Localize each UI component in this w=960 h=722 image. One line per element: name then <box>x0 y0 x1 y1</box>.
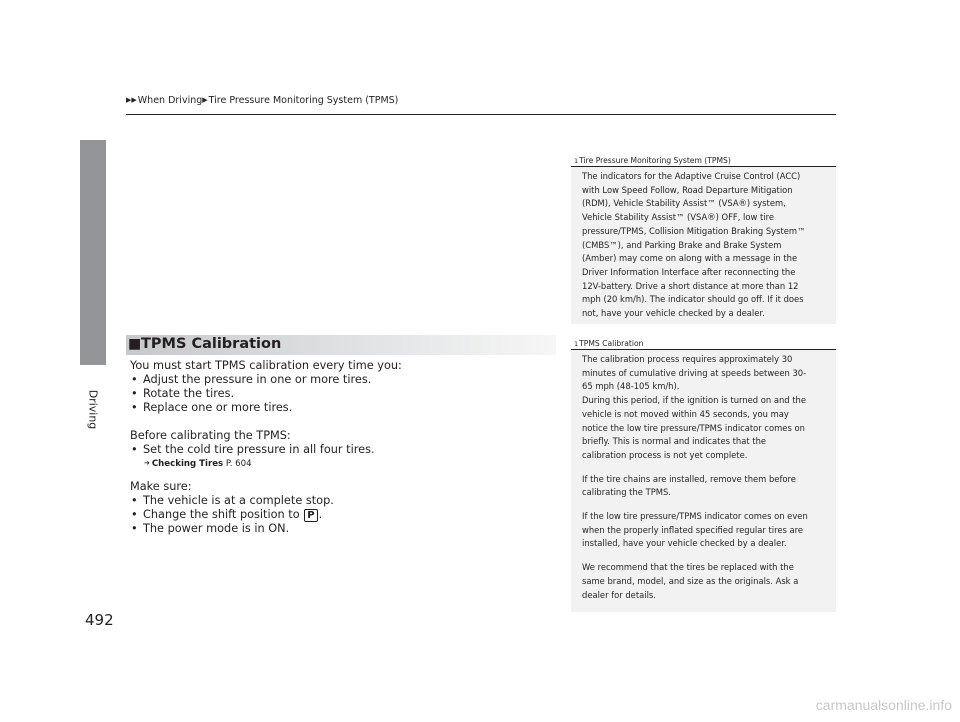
note-marker-icon: 1 <box>574 340 579 348</box>
reference-arrow-icon: ➔ <box>144 459 150 467</box>
chapter-label: Driving <box>86 389 100 429</box>
bullet-icon: • <box>131 508 138 521</box>
note-marker-icon: 1 <box>574 157 579 165</box>
intro-text: You must start TPMS calibration every time you: <box>130 359 402 372</box>
note-paragraph: The indicators for the Adaptive Cruise Control (ACC) with Low Speed Follow, Road Departure Mitigation (RDM), Vehicle Stability Assist™ (VSA®) system, Vehicle Stability Assist™ (VSA®) OFF, low tire pressure/TPMS, Collision Mitigation Braking System™ (CMBS™), and Parking Brake and Brake System (Amber) may come on along with a message in the Driver Information Interface after reconnecting the 12V-battery. Drive a short distance at more than 12 mph (20 km/h). The indicator should go off. If it does not, have your vehicle checked by a dealer. <box>582 171 806 319</box>
note-paragraph: If the low tire pressure/TPMS indicator comes on even when the properly inflated specified regular tires are installed, have your vehicle checked by a dealer. <box>582 511 808 549</box>
before-heading: Before calibrating the TPMS: <box>130 429 291 442</box>
make-sure-heading: Make sure: <box>130 480 192 493</box>
bullet-icon: • <box>131 443 138 456</box>
note-title: 1TPMS Calibration <box>571 339 836 349</box>
list-item: • The vehicle is at a complete stop. <box>131 494 334 507</box>
side-note-calibration <box>571 339 836 612</box>
section-title: TPMS Calibration <box>141 336 282 352</box>
breadcrumb-arrow-icon: ▶▶ <box>126 96 137 104</box>
breadcrumb-item[interactable]: Tire Pressure Monitoring System (TPMS) <box>208 95 399 106</box>
header-divider <box>126 114 836 115</box>
bullet-icon: • <box>131 373 138 386</box>
section-heading-bar <box>126 335 556 355</box>
watermark: carmanualsonline.info <box>815 697 952 713</box>
note-paragraph: We recommend that the tires be replaced with the same brand, model, and size as the originals. Ask a dealer for details. <box>582 562 799 600</box>
list-item: • Adjust the pressure in one or more tires. <box>131 373 372 386</box>
cross-reference-link[interactable] <box>130 457 550 471</box>
bullet-icon: • <box>131 387 138 400</box>
breadcrumb-arrow-icon: ▶ <box>202 96 208 104</box>
section-body <box>130 359 550 536</box>
chapter-side-tab <box>80 140 106 365</box>
breadcrumb-item[interactable]: When Driving <box>137 95 203 106</box>
bullet-icon: • <box>131 494 138 507</box>
breadcrumb <box>126 95 398 106</box>
side-note-tpms <box>571 156 836 324</box>
bullet-icon: • <box>131 401 138 414</box>
list-item: • The power mode is in ON. <box>131 522 290 535</box>
reference-page: P. 604 <box>225 459 252 469</box>
list-item: • Set the cold tire pressure in all four tires. <box>131 443 375 456</box>
note-paragraph: If the tire chains are installed, remove them before calibrating the TPMS. <box>582 473 796 498</box>
list-item: • Replace one or more tires. <box>131 401 293 414</box>
bullet-icon: • <box>131 522 138 535</box>
park-position-symbol: P <box>304 509 317 522</box>
list-item: • Change the shift position to P . <box>131 508 323 521</box>
section-square-icon: ■ <box>128 336 142 352</box>
note-paragraph: The calibration process requires approximately 30 minutes of cumulative driving at speeds between 30- 65 mph (48-105 km/h). During this period, if the ignition is turned on and the vehicle is not moved within 45 seconds, you may notice the low tire pressure/TPMS indicator comes on briefly. This is normal and indicates that the calibration process is not yet complete. <box>582 354 807 460</box>
note-body <box>571 166 836 325</box>
note-body <box>571 349 836 606</box>
list-item: • Rotate the tires. <box>131 387 235 400</box>
page-number: 492 <box>85 611 114 629</box>
note-title: 1Tire Pressure Monitoring System (TPMS) <box>571 156 836 166</box>
reference-label: Checking Tires <box>151 459 224 469</box>
